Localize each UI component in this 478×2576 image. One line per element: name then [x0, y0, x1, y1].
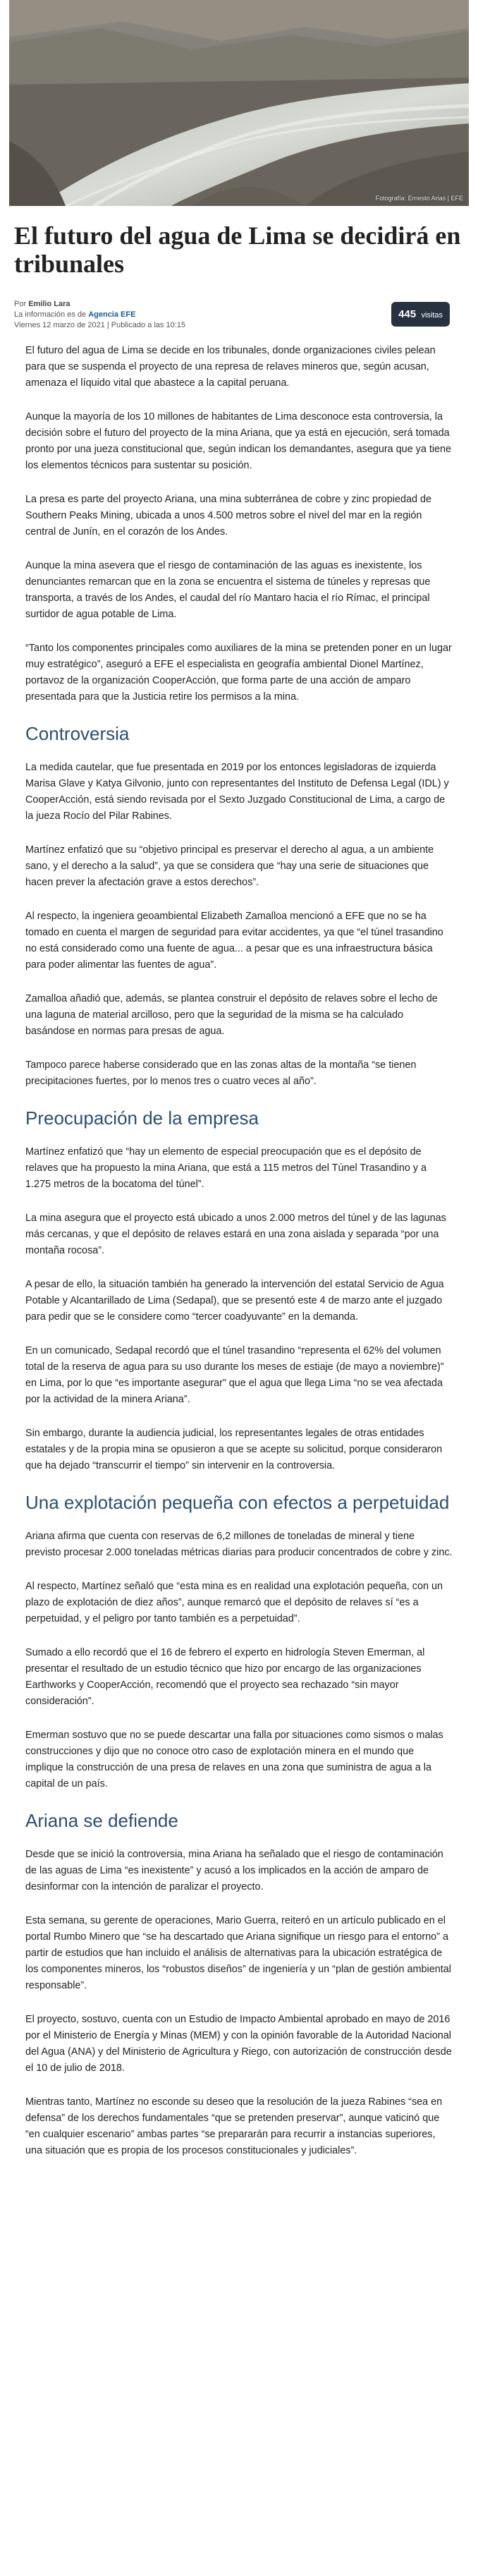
visits-count: 445	[398, 308, 417, 320]
agency-link[interactable]: Agencia EFE	[88, 310, 136, 319]
source-prefix: La información es de	[14, 310, 87, 319]
article-paragraph: Martínez enfatizó que “hay un elemento de especial preocupación que es el depósito de relaves que ha propuesto la mina Ariana, que está a 115 metros del Túnel Trasandino y a 1.275 metros de la bocatoma del túnel”.	[25, 1146, 427, 1190]
article-paragraph: Aunque la mina asevera que el riesgo de contaminación de las aguas es inexistente, los denunciantes remarcan que en la zona se encuentra el sistema de túneles y represas que transporta, a través de los Andes, el caudal del río Mantaro hacia el río Rímac, el principal surtidor de agua potable de Lima.	[25, 560, 431, 620]
author-name[interactable]: Emilio Lara	[28, 300, 71, 308]
article-paragraph: Sumado a ello recordó que el 16 de febrero el experto en hidrología Steven Emerman, al presentar el resultado de un estudio técnico que hizo por encargo de las organizaciones Earthworks y CooperAcción, recomendó que el proyecto sea rechazado “sin mayor consideración”.	[25, 1647, 425, 1707]
article-paragraph: Desde que se inició la controversia, mina Ariana ha señalado que el riesgo de contaminación de las aguas de Lima “es inexistente” y acusó a los implicados en la acción de amparo de desinformar con la intención de paralizar el proyecto.	[25, 1849, 443, 1892]
publish-date: Viernes 12 marzo de 2021 | Publicado a las 10:15	[14, 321, 185, 329]
article-paragraph: Tampoco parece haberse considerado que en las zonas altas de la montaña “se tienen precipitaciones fuertes, por lo menos tres o cuatro veces al año”.	[25, 1059, 417, 1087]
article-paragraph: A pesar de ello, la situación también ha generado la intervención del estatal Servicio de Agua Potable y Alcantarillado de Lima (Sedapal), que se presentó este 4 de marzo ante el juzgado para pedir que se le considere como “tercer coadyuvante” en la demanda.	[25, 1279, 444, 1323]
article-paragraph: El futuro del agua de Lima se decide en los tribunales, donde organizaciones civiles pelean para que se suspenda el proyecto de una represa de relaves mineros que, según acusan, amenaza el líquido vital que abastece a la capital peruana.	[25, 345, 436, 389]
article-paragraph: En un comunicado, Sedapal recordó que el túnel trasandino “representa el 62% del volumen total de la reserva de agua para su uso durante los meses de estiaje (de mayo a noviembre)” en Lima, por lo que “es importante asegurar” que el agua que llega Lima “no se vea afectada por la actividad de la minera Ariana”.	[25, 1345, 444, 1405]
article-paragraph: La medida cautelar, que fue presentada en 2019 por los entonces legisladoras de izquierda Marisa Glave y Katya Gilvonio, junto con representantes del Instituto de Defensa Legal (IDL) y CooperAcción, está siendo revisada por el Sexto Juzgado Constitucional de Lima, a cargo de la jueza Rocío del Pilar Rabines.	[25, 762, 449, 822]
article-paragraph: Al respecto, la ingeniera geoambiental Elizabeth Zamalloa mencionó a EFE que no se ha tomado en cuenta el margen de seguridad para evitar accidentes, ya que “el túnel trasandino no está considerado como una fuente de agua... a pesar que es una infraestructura básica para poder alimentar las fuentes de agua”.	[25, 911, 443, 971]
article-body	[25, 343, 453, 2159]
article-paragraph: Martínez enfatizó que su “objetivo principal es preservar el derecho al agua, a un ambiente sano, y el derecho a la salud”, ya que se considera que “hay una serie de situaciones que hacen prever la afectación grave a estos derechos”.	[25, 844, 434, 888]
section-heading: Una explotación pequeña con efectos a perpetuidad	[25, 1492, 450, 1513]
article-paragraph: Ariana afirma que cuenta con reservas de 6,2 millones de toneladas de mineral y tiene previsto procesar 2.000 toneladas métricas diarias para producir concentrados de cobre y zinc.	[25, 1531, 453, 1558]
photo-credit: Fotografía: Ernesto Arias | EFE	[375, 195, 463, 202]
section-heading: Preocupación de la empresa	[25, 1107, 259, 1129]
section-heading: Ariana se defiende	[25, 1810, 178, 1831]
article-paragraph: Emerman sostuvo que no se puede descartar una falla por situaciones como sismos o malas construcciones y dijo que no conoce otro caso de explotación minera en el mundo que implique la construcción de una presa de relaves en una zona que suministra de agua a la capital de un país.	[25, 1730, 443, 1790]
article-paragraph: Al respecto, Martínez señaló que “esta mina es en realidad una explotación pequeña, con un plazo de explotación de diez años”, aunque remarcó que el depósito de relaves sí “es a perpetuidad, y el peligro por tanto también es a perpetuidad”.	[25, 1581, 443, 1624]
article-paragraph: La presa es parte del proyecto Ariana, una mina subterránea de cobre y zinc propiedad de Southern Peaks Mining, ubicada a unos 4.500 metros sobre el nivel del mar en la región central de Junín, en el corazón de los Andes.	[25, 494, 431, 537]
article-title: El futuro del agua de Lima se decidirá en tribunales	[14, 221, 461, 278]
article-byline	[14, 299, 464, 343]
article-paragraph: Mientras tanto, Martínez no esconde su deseo que la resolución de la jueza Rabines “sea en defensa” de los derechos fundamentales “que se pretenden preservar”, aunque vaticinó que “en cualquier escenario” ambas partes “se prepararán para recurrir a instancias superiores, una situación que es propia de los procesos constitucionales y judiciales”.	[25, 2096, 443, 2156]
article-paragraph: El proyecto, sostuvo, cuenta con un Estudio de Impacto Ambiental aprobado en mayo de 2016 por el Ministerio de Energía y Minas (MEM) y con la opinión favorable de la Autoridad Nacional del Agua (ANA) y del Ministerio de Agricultura y Riego, con autorización de construcción desde el 10 de julio de 2018.	[25, 2014, 452, 2074]
river-photo-illustration	[9, 0, 469, 206]
section-heading: Controversia	[25, 723, 130, 744]
by-label: Por	[14, 300, 27, 308]
article-paragraph: La mina asegura que el proyecto está ubicado a unos 2.000 metros del túnel y de las lagunas más cercanas, y que el depósito de relaves estará en una zona aislada y separada “por una montaña rocosa”.	[25, 1213, 446, 1256]
article-paragraph: Esta semana, su gerente de operaciones, Mario Guerra, reiteró en un artículo publicado en el portal Rumbo Minero que “se ha descartado que Ariana signifique un riesgo para el entorno” a partir de estudios que han incluido el análisis de alternativas para la ubicación estratégica de los componentes mineros, los “robustos diseños” de ingeniería y un “plan de gestión ambiental responsable”.	[25, 1915, 451, 1991]
visits-label: visitas	[421, 311, 443, 320]
article-paragraph: Zamalloa añadió que, además, se plantea construir el depósito de relaves sobre el lecho de una laguna de material arcilloso, pero que la seguridad de la misma se ha calculado basándose en normas para presas de agua.	[25, 993, 438, 1037]
visits-badge	[391, 302, 450, 327]
article-paragraph: “Tanto los componentes principales como auxiliares de la mina se pretenden poner en un lugar muy estratégico”, aseguró a EFE el especialista en geografía ambiental Dionel Martínez, portavoz de la organización CooperAcción, que forma parte de una acción de amparo presentada para que la Justicia retire los permisos a la mina.	[25, 643, 452, 703]
hero-photo	[9, 0, 469, 206]
article-paragraph: Aunque la mayoría de los 10 millones de habitantes de Lima desconoce esta controversia, la decisión sobre el futuro del proyecto de la mina Ariana, que ya está en ejecución, será tomada pronto por una jueza constitucional que, según indican los demandantes, asegura que ya tiene los elementos técnicos para sustentar su posición.	[25, 411, 452, 471]
article-paragraph: Sin embargo, durante la audiencia judicial, los representantes legales de otras entidades estatales y de la propia mina se opusieron a que se acepte su solicitud, porque consideraron que ha dejado “transcurrir el tiempo” sin intervenir en la controversia.	[25, 1428, 443, 1471]
